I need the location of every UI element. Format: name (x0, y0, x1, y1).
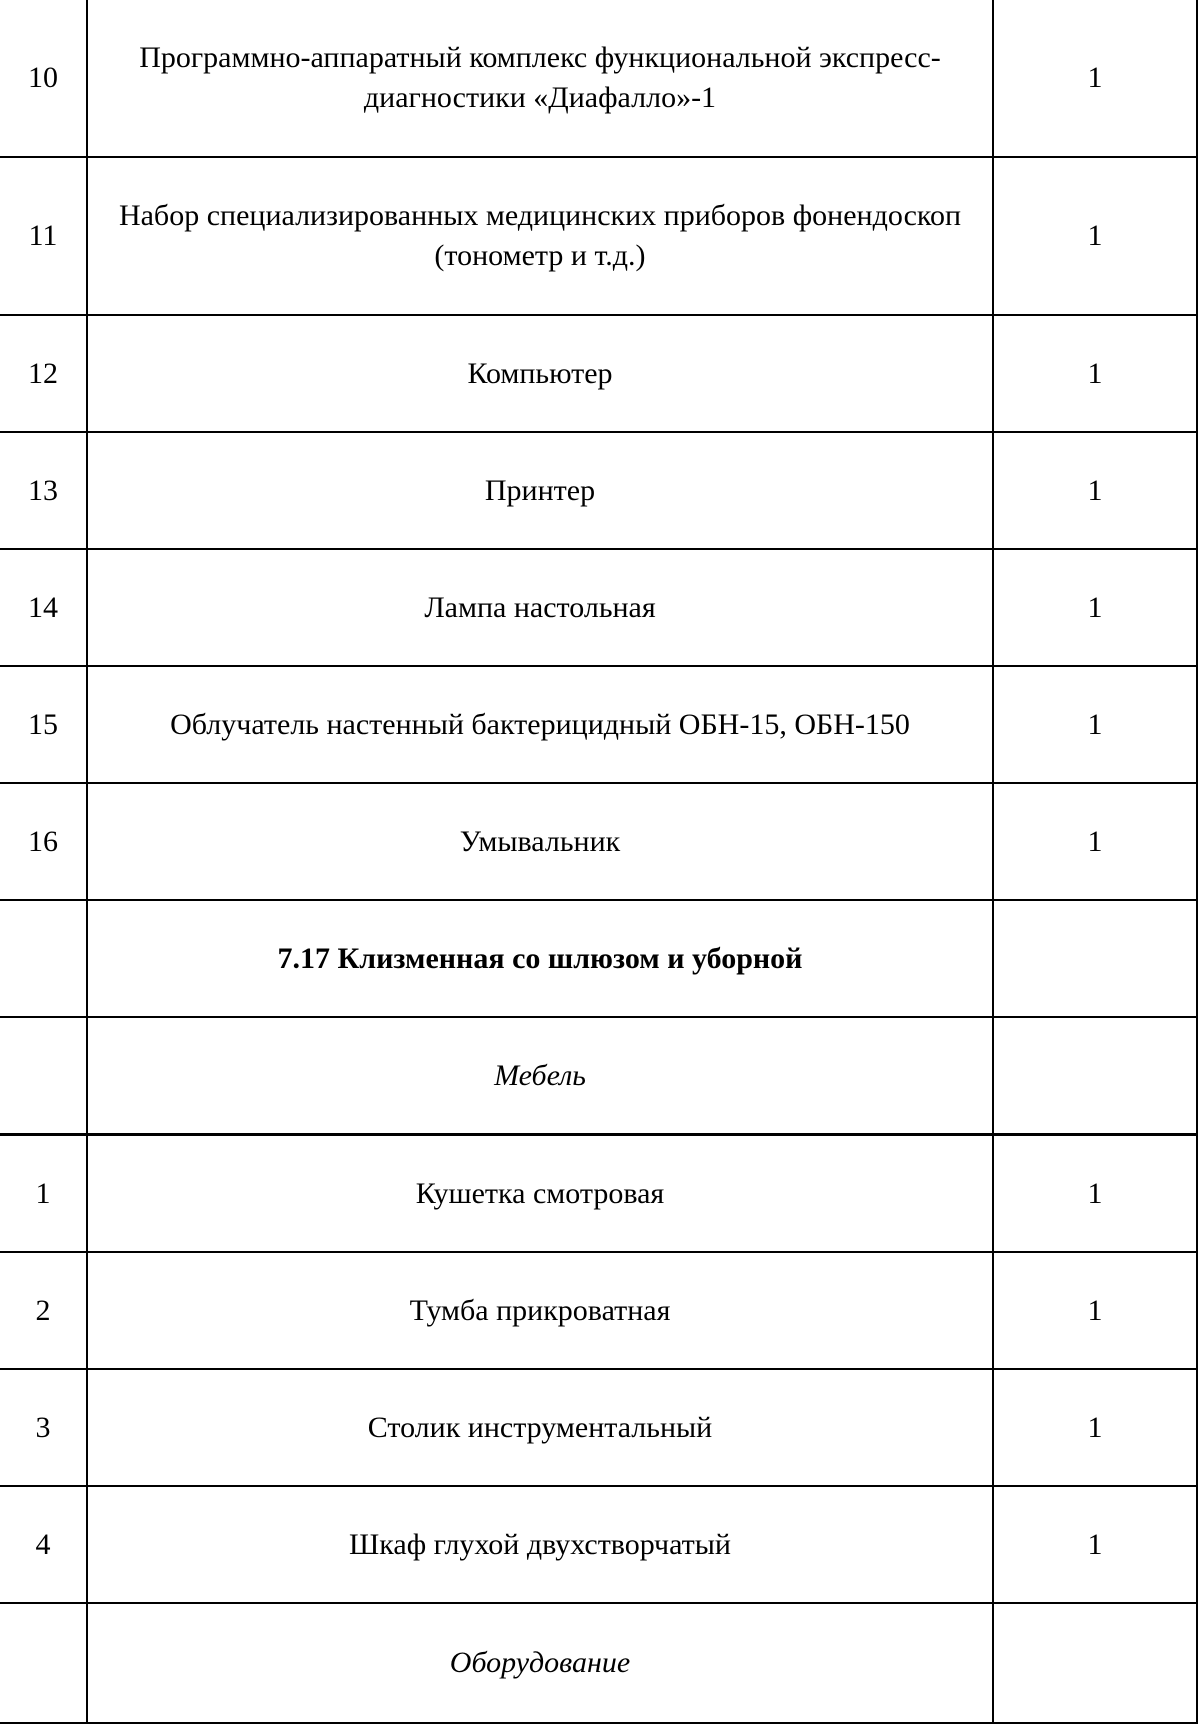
item-name-cell (87, 1252, 993, 1369)
row-number: 10 (0, 0, 87, 157)
table-row (0, 1486, 1197, 1603)
row-number (0, 1603, 87, 1723)
table-row (0, 1252, 1197, 1369)
table-row (0, 432, 1197, 549)
item-name-cell (87, 157, 993, 315)
item-name-cell (87, 783, 993, 900)
section-row (0, 900, 1197, 1017)
table-row (0, 1369, 1197, 1486)
item-name-cell (87, 549, 993, 666)
subsection-row (0, 1017, 1197, 1135)
item-quantity: 1 (993, 1486, 1197, 1603)
item-name: Лампа настольная (424, 590, 656, 624)
item-name: Программно-аппаратный комплекс функциональной экспресс-диагностики «Диафалло»-1 (139, 41, 941, 114)
item-quantity (993, 1017, 1197, 1135)
item-quantity (993, 1603, 1197, 1723)
item-name: Набор специализированных медицинских приборов фонендоскоп (тонометр и т.д.) (118, 199, 962, 272)
row-number: 12 (0, 315, 87, 432)
row-number: 3 (0, 1369, 87, 1486)
subsection-title: Мебель (87, 1017, 993, 1135)
item-name-cell (87, 666, 993, 783)
row-number: 1 (0, 1135, 87, 1253)
item-name: Компьютер (467, 356, 613, 390)
item-quantity: 1 (993, 157, 1197, 315)
section-title: 7.17 Клизменная со шлюзом и уборной (87, 900, 993, 1017)
item-name-cell (87, 1135, 993, 1253)
table-row (0, 157, 1197, 315)
item-name: Умывальник (459, 824, 621, 858)
row-number: 2 (0, 1252, 87, 1369)
row-number: 14 (0, 549, 87, 666)
row-number (0, 900, 87, 1017)
item-name: Тумба прикроватная (409, 1293, 671, 1327)
table-row (0, 666, 1197, 783)
item-name-cell (87, 1486, 993, 1603)
item-name: Кушетка смотровая (415, 1176, 665, 1210)
table-row (0, 549, 1197, 666)
row-number: 4 (0, 1486, 87, 1603)
item-quantity: 1 (993, 1369, 1197, 1486)
item-quantity: 1 (993, 549, 1197, 666)
item-name: Принтер (484, 473, 596, 507)
item-name: Шкаф глухой двухстворчатый (349, 1527, 731, 1561)
item-quantity: 1 (993, 783, 1197, 900)
item-name-cell (87, 0, 993, 157)
table-row (0, 1135, 1197, 1253)
item-name: Столик инструментальный (367, 1410, 713, 1444)
item-quantity: 1 (993, 666, 1197, 783)
row-number (0, 1017, 87, 1135)
item-name-cell (87, 315, 993, 432)
item-quantity: 1 (993, 0, 1197, 157)
item-quantity: 1 (993, 432, 1197, 549)
item-name: Облучатель настенный бактерицидный ОБН-15, ОБН-150 (170, 707, 910, 741)
row-number: 11 (0, 157, 87, 315)
item-quantity: 1 (993, 1252, 1197, 1369)
row-number: 13 (0, 432, 87, 549)
subsection-row (0, 1603, 1197, 1723)
row-number: 16 (0, 783, 87, 900)
item-name-cell (87, 1369, 993, 1486)
item-quantity: 1 (993, 315, 1197, 432)
subsection-title: Оборудование (87, 1603, 993, 1723)
item-quantity (993, 900, 1197, 1017)
item-name-cell (87, 432, 993, 549)
table-row (0, 315, 1197, 432)
row-number: 15 (0, 666, 87, 783)
table-row (0, 0, 1197, 157)
table-row (0, 783, 1197, 900)
item-quantity: 1 (993, 1135, 1197, 1253)
